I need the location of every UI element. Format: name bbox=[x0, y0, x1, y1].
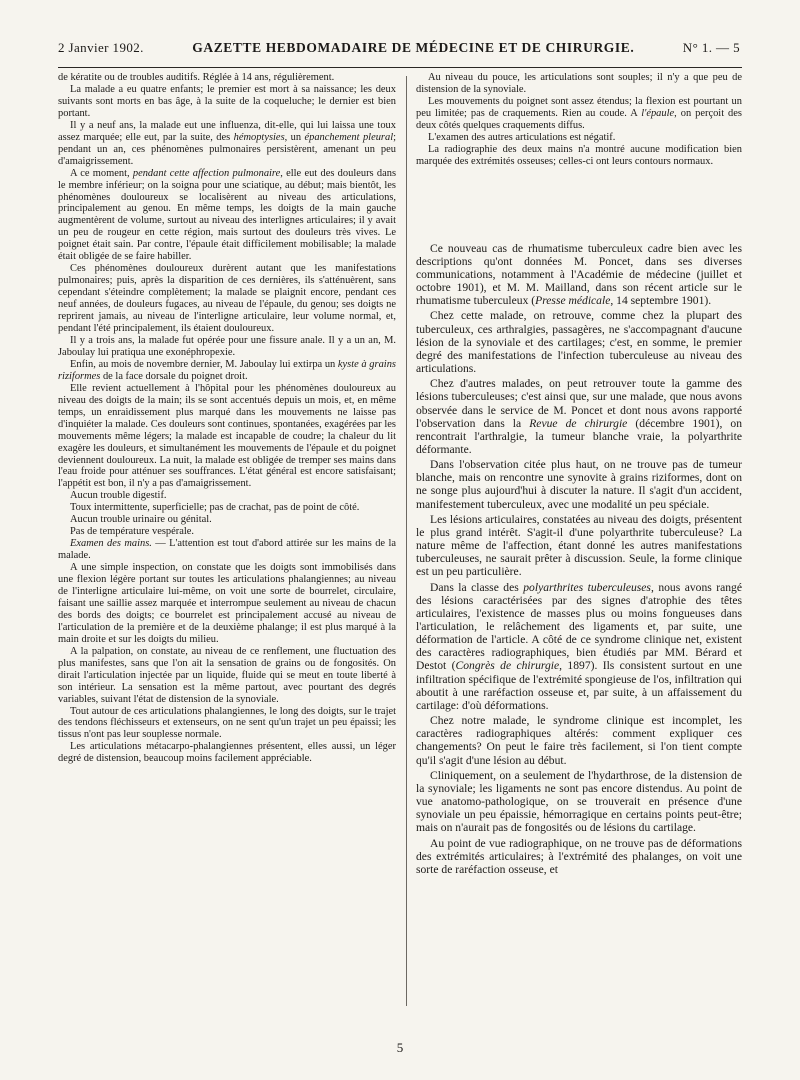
paragraph: A ce moment, pendant cette affection pulmonaire, elle eut des douleurs dans le membre inférieur; on la soigna pour une sciatique, au début; mais bientôt, les phénomènes douloureux se localisèrent au niveau des articulations, principalement au genou. En même temps, les doigts de la main gauche augmentèrent de volume, surtout au niveau des interlignes articulaires; il y avait un peu de rougeur en cette région, mais surtout des douleurs très vives. Le poignet était sain. Par contre, l'épaule était difficilement mobilisable; la malade était obligée de se faire habiller. bbox=[58, 167, 397, 263]
paragraph: Au point de vue radiographique, on ne trouve pas de déformations des extrémités articulaires; à l'extrémité des phalanges, on voit une sorte de raréfaction osseuse, et bbox=[416, 836, 742, 876]
paragraph: Toux intermittente, superficielle; pas de crachat, pas de point de côté. bbox=[70, 502, 360, 514]
paragraph: Enfin, au mois de novembre dernier, M. Jaboulay lui extirpa un kyste à grains riziformes de la face dorsale du poignet droit. bbox=[58, 358, 396, 382]
paragraph: Ce nouveau cas de rhumatisme tuberculeux cadre bien avec les descriptions qu'ont données M. Poncet, dans ses diverses communications, notamment à l'Académie de médecine (juillet et octobre 1901), et M. M. Mailland, dans son récent article sur le rhumatisme tuberculeux (Presse médicale, 14 septembre 1901). bbox=[416, 241, 742, 308]
paragraph: La malade a eu quatre enfants; le premier est mort à sa naissance; les deux suivants sont morts en bas âge, à la suite de la coqueluche; le dernier est bien portant. bbox=[58, 83, 396, 119]
paragraph: de kératite ou de troubles auditifs. Réglée à 14 ans, régulièrement. bbox=[58, 72, 335, 83]
header-issue: N° 1. — 5 bbox=[682, 40, 740, 55]
paragraph: Elle revient actuellement à l'hôpital pour les phénomènes douloureux au niveau des doigts de la main; ils se sont accentués depuis un mois, et, en même temps, un enraidissement plus marqué dans les mouvements ne laisse pas d'inquiéter la malade. Ces douleurs sont continues, spontanées, exagérées par les mouvements même légers; la malade est incapable de coudre; la chaleur du lit exagère les douleurs, et simultanément les mouvements de l'épaule et du poignet deviennent douloureux. La nuit, la malade est obligée de tremper ses mains dans l'eau froide pour atténuer ses souffrances. L'état général est encore satisfaisant; l'appétit est bon, il n'y a pas d'amaigrissement. bbox=[58, 382, 396, 490]
paragraph: Aucun trouble urinaire ou génital. bbox=[70, 514, 212, 526]
paragraph: Au niveau du pouce, les articulations sont souples; il n'y a que peu de distension de la synoviale. bbox=[416, 72, 742, 95]
case-report-continuation bbox=[416, 72, 742, 168]
paragraph: Dans la classe des polyarthrites tuberculeuses, nous avons rangé des lésions caractérisées par des signes d'atrophie des têtes articulaires, l'existence de masses plus ou moins fongueuses dans l'articulation, le relâchement des ligaments et, par suite, une déformation de l'article. A côté de ce syndrome clinique net, existent des caractères radiographiques, bien étudiés par MM. Bérard et Destot (Congrès de chirurgie, 1897). Ils consistent surtout en une infiltration spécifique de l'extrémité spongieuse de l'os, infiltration qui aboutit à une raréfaction osseuse et, par suite, à un affaissement du cartilage: d'où déformations. bbox=[416, 580, 742, 712]
paragraph: A une simple inspection, on constate que les doigts sont immobilisés dans une flexion légère portant sur toutes les articulations phalangiennes; au niveau de l'interligne articulaire lui-même, on voit une sorte de bourrelet, circulaire, faisant une saillie assez marquée et interrompue seulement au niveau de chacun des bords des doigts; ce bourrelet est principalement accusé au niveau de l'articulation de la première et de la deuxième phalange; il est plus marqué à la main droite et sur les doigts du milieu. bbox=[58, 562, 396, 645]
paragraph: Il y a neuf ans, la malade eut une influenza, dit-elle, qui lui laissa une toux assez marquée; elle eut, par la suite, des hémoptysies, un épanchement pleural; pendant un an, ces phénomènes pulmonaires persistèrent, amenant un peu d'amaigrissement. bbox=[58, 119, 397, 167]
paragraph: Aucun trouble digestif. bbox=[70, 490, 167, 502]
paragraph: Chez notre malade, le syndrome clinique est incomplet, les caractères radiographiques altérés: comment expliquer ces changements? On peut le faire très facilement, si l'on tient compte qu'il s'agit d'une lésion au début. bbox=[416, 714, 742, 767]
header-date: 2 Janvier 1902. bbox=[58, 40, 144, 55]
paragraph: Les mouvements du poignet sont assez étendus; la flexion est pourtant un peu limitée; pas de craquements. Rien au coude. A l'épaule, on perçoit des deux côtés quelques craquements diffus. bbox=[416, 95, 742, 131]
paragraph: Tout autour de ces articulations phalangiennes, le long des doigts, sur le trajet des tendons fléchisseurs et extenseurs, on ne sent qu'un trajet un peu épaissi; les tissus n'ont pas leur souplesse normale. bbox=[58, 705, 396, 741]
paragraph: Chez cette malade, on retrouve, comme chez la plupart des tuberculeux, ces arthralgies, passagères, ne s'accompagnant d'aucune lésion de la synoviale et des cartilages; c'est, en somme, le premier degré des manifestations de l'infection tuberculeuse au niveau des articulations. bbox=[416, 309, 742, 376]
header-title: GAZETTE HEBDOMADAIRE DE MÉDECINE ET DE CHIRURGIE. bbox=[192, 40, 635, 55]
paragraph: La radiographie des deux mains n'a montré aucune modification bien marquée des extrémités osseuses; celles-ci ont leurs contours normaux. bbox=[416, 143, 742, 167]
paragraph: A la palpation, on constate, au niveau de ce renflement, une fluctuation des plus manifestes, sans que l'on ait la sensation de grains ou de fongosités. On dirait l'articulation injectée par un liquide, fluide qui se meut en toute liberté à son intérieur. La sensation est la même partout, avec pourtant des degrés variables, suivant l'état de distension de la synoviale. bbox=[58, 645, 396, 705]
paragraph: Les articulations métacarpo-phalangiennes présentent, elles aussi, un léger degré de distension, beaucoup moins facilement appréciable. bbox=[58, 741, 396, 765]
paragraph: Les lésions articulaires, constatées au niveau des doigts, présentent le plus grand intérêt. S'agit-il d'une polyarthrite tuberculeuse? La nature même de l'affection, étant donné les autres manifestations tuberculeuses, ne saurait prêter à discussion. Seule, la forme clinique est un peu particulière. bbox=[416, 512, 742, 579]
discussion-section bbox=[416, 242, 742, 876]
paragraph: Ces phénomènes douloureux durèrent autant que les manifestations pulmonaires; puis, après la disparition de ces dernières, ils s'atténuèrent, sans cependant s'éteindre complètement; la malade se plaignit encore, pendant ces neuf années, de douleurs fugaces, au niveau de l'épaule, du genou; ses doigts ne reprirent jamais, au niveau de l'interligne articulaire, leur volume normal, et, pendant l'été principalement, ils étaient douloureux. bbox=[58, 263, 396, 335]
paragraph: Chez d'autres malades, on peut retrouver toute la gamme des lésions tuberculeuses; c'est ainsi que, sur une malade, que nous avons observée dans le service de M. Poncet et dont nous avons rapporté l'observation dans la Revue de chirurgie (décembre 1901), on rencontrait l'arthralgie, la tumeur blanche vraie, la polyarthrite déformante. bbox=[416, 377, 743, 456]
paragraph: Cliniquement, on a seulement de l'hydarthrose, de la distension de la synoviale; les ligaments ne sont pas encore distendus. Au point de vue anatomo-pathologique, on se trouverait en présence d'une synoviale un peu épaissie, hémorragique en certains points peut-être; mais on n'aurait pas de fongosités ou de lésions du cartilage. bbox=[416, 768, 742, 835]
page-number: 5 bbox=[396, 1040, 404, 1055]
running-header bbox=[58, 40, 740, 64]
paragraph: Pas de température vespérale. bbox=[70, 526, 195, 538]
left-column bbox=[58, 72, 396, 765]
header-rule bbox=[58, 67, 742, 68]
paragraph: Examen des mains. — L'attention est tout d'abord attirée sur les mains de la malade. bbox=[58, 538, 396, 562]
paragraph: Il y a trois ans, la malade fut opérée pour une fissure anale. Il y a un an, M. Jaboulay lui pratiqua une exonéphropexie. bbox=[58, 334, 396, 358]
column-divider bbox=[406, 76, 407, 1006]
paragraph: L'examen des autres articulations est négatif. bbox=[428, 131, 616, 143]
right-column bbox=[416, 72, 742, 876]
paragraph: Dans l'observation citée plus haut, on ne trouve pas de tumeur blanche, mais on rencontre une synovite à grains riziformes, dont on ne songe plus aujourd'hui à discuter la nature. Il s'agit d'un accident, manifestement tuberculeux, avec une modalité un peu spéciale. bbox=[416, 458, 742, 511]
